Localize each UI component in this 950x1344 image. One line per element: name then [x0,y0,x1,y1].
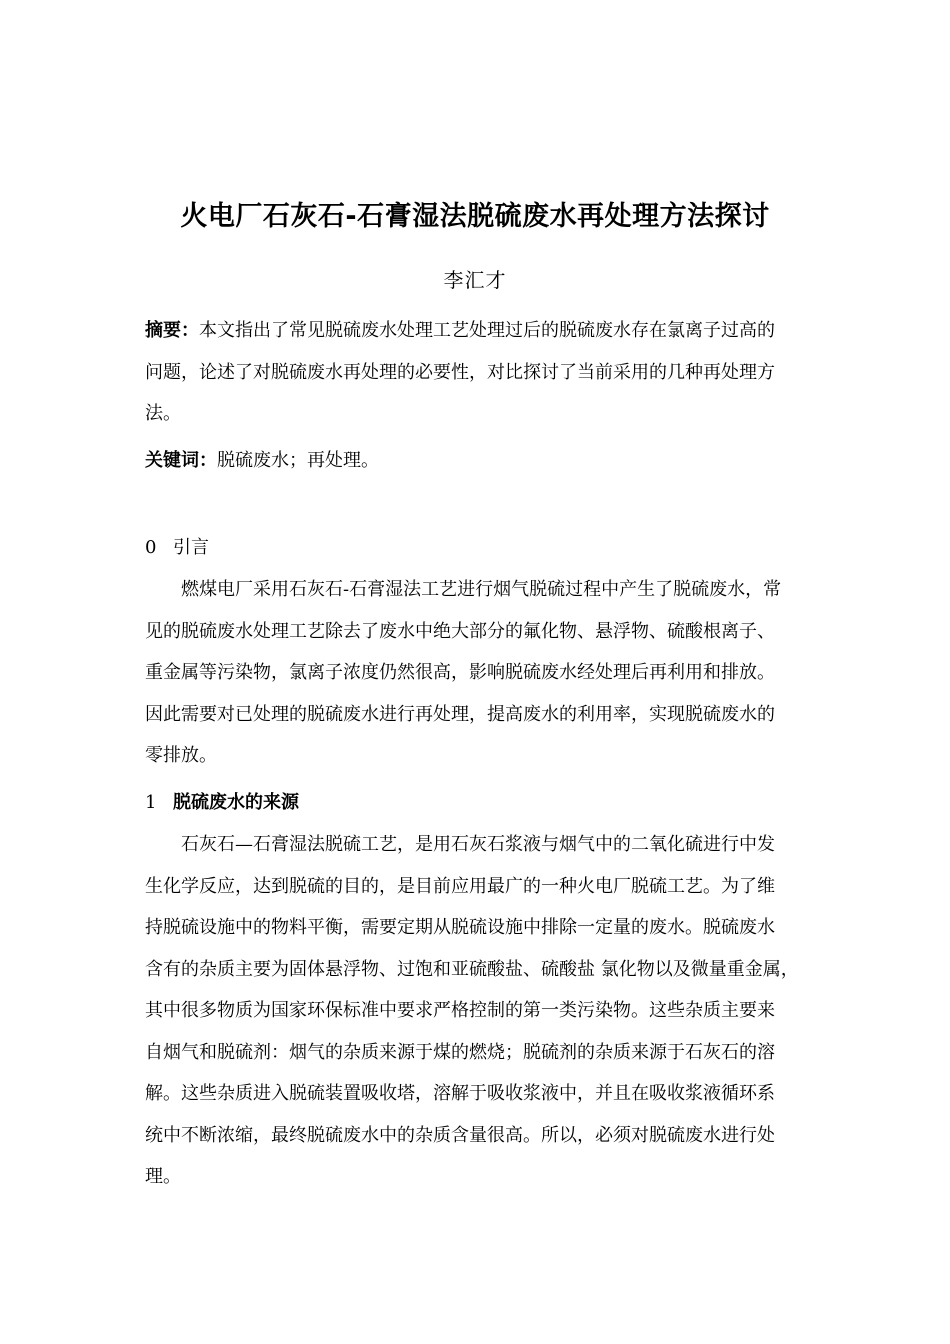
section-number: 0 [145,537,157,558]
paragraph-line: 统中不断浓缩，最终脱硫废水中的杂质含量很高。所以，必须对脱硫废水进行处 [145,1124,775,1146]
abstract-label: 摘要： [145,320,199,341]
paragraph-line: 理。 [145,1166,181,1187]
section-title: 引言 [173,537,209,558]
paragraph-line: 燃煤电厂采用石灰石-石膏湿法工艺进行烟气脱硫过程中产生了脱硫废水，常 [181,579,782,600]
section-heading [145,782,835,824]
paragraph-line: 重金属等污染物，氯离子浓度仍然很高，影响脱硫废水经处理后再利用和排放。 [145,662,775,683]
document-title: 火电厂石灰石-石膏湿法脱硫废水再处理方法探讨 [180,201,770,232]
paragraph-line: 持脱硫设施中的物料平衡，需要定期从脱硫设施中排除一定量的废水。脱硫废水 [145,917,775,938]
section-number: 1 [145,792,157,813]
abstract-line: 法。 [145,403,181,424]
abstract-line: 问题，论述了对脱硫废水再处理的必要性，对比探讨了当前采用的几种再处理方 [145,361,775,383]
abstract-line: 本文指出了常见脱硫废水处理工艺处理过后的脱硫废水存在氯离子过高的 [199,320,775,341]
paragraph-line: 因此需要对已处理的脱硫废水进行再处理，提高废水的利用率，实现脱硫废水的 [145,703,775,725]
section-introduction [145,527,835,777]
paragraph-line: 自烟气和脱硫剂：烟气的杂质来源于煤的燃烧；脱硫剂的杂质来源于石灰石的溶 [145,1041,775,1063]
section-heading [145,527,835,569]
keywords [145,440,835,482]
paragraph-line: 石灰石—石膏湿法脱硫工艺，是用石灰石浆液与烟气中的二氧化硫进行中发 [181,834,775,855]
paragraph-line: 其中很多物质为国家环保标准中要求严格控制的第一类污染物。这些杂质主要来 [145,1000,775,1021]
section-wastewater-source [145,782,835,1198]
paragraph-line: 见的脱硫废水处理工艺除去了废水中绝大部分的氟化物、悬浮物、硫酸根离子、 [145,620,775,642]
paragraph-line: 生化学反应，达到脱硫的目的，是目前应用最广的一种火电厂脱硫工艺。为了维 [145,875,775,897]
paragraph-line: 含有的杂质主要为固体悬浮物、过饱和亚硫酸盐、硫酸盐 氯化物以及微量重金属， [145,958,799,980]
paragraph-line: 解。这些杂质进入脱硫装置吸收塔，溶解于吸收浆液中，并且在吸收浆液循环系 [145,1083,775,1104]
author-name: 李汇才 [443,268,507,292]
abstract [145,310,835,435]
keywords-text: 脱硫废水；再处理。 [217,450,379,471]
paragraph-line: 零排放。 [145,745,217,766]
section-title: 脱硫废水的来源 [173,792,299,813]
keywords-label: 关键词： [145,450,217,471]
